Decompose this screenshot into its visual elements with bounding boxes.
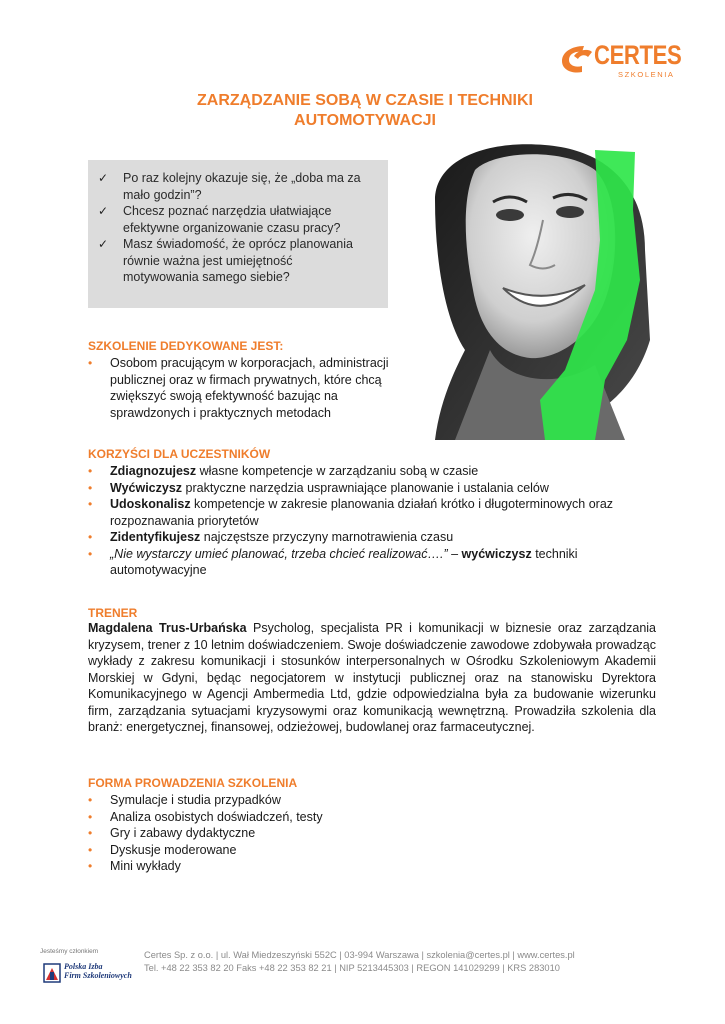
list-item (88, 842, 488, 859)
list-item (88, 463, 668, 480)
intro-list (98, 170, 388, 286)
benefit-text: najczęstsze przyczyny marnotrawienia czasu (200, 530, 454, 544)
benefit-text: techniki (531, 546, 578, 561)
brand-sub: SZKOLENIA (618, 70, 675, 79)
checkmark-icon: ✓ (98, 204, 109, 218)
benefit-bold: Zdiagnozujesz (110, 464, 197, 478)
benefits-heading: KORZYŚCI DLA UCZESTNIKÓW (88, 447, 271, 461)
bullet-icon: • (88, 356, 93, 370)
form-heading: FORMA PROWADZENIA SZKOLENIA (88, 776, 298, 790)
benefit-bold: Udoskonalisz (110, 497, 191, 511)
form-item-text: Analiza osobistych doświadczeń, testy (110, 809, 323, 824)
list-item (88, 825, 488, 842)
list-item (88, 858, 488, 875)
benefit-bold: Wyćwiczysz (110, 480, 183, 495)
form-item-text: Symulacje i studia przypadków (110, 793, 281, 807)
woman-portrait-image (395, 140, 695, 440)
dedicated-line: zwiększyć swoją efektywność bazując na (110, 389, 338, 403)
intro-line: motywowania samego siebie? (123, 270, 290, 284)
intro-item (98, 236, 388, 286)
footer-contact (144, 949, 575, 974)
dedicated-list (88, 355, 428, 421)
bullet-icon: • (88, 859, 93, 873)
intro-line: równie ważna jest umiejętność (123, 253, 293, 268)
benefit-bold: wyćwiczysz (461, 546, 532, 561)
bullet-icon: • (88, 497, 93, 511)
benefit-bold: Zidentyfikujesz (110, 530, 201, 544)
intro-line: efektywne organizowanie czasu pracy? (123, 220, 341, 235)
benefit-text: praktyczne narzędzia usprawniające planowanie i ustalania celów (182, 480, 549, 495)
intro-item (98, 170, 388, 203)
benefit-text: własne kompetencje w zarządzaniu sobą w czasie (196, 464, 479, 478)
list-item (88, 546, 668, 579)
pif-logo-text (64, 962, 132, 980)
intro-line: Po raz kolejny okazuje się, że „doba ma za (123, 171, 361, 185)
form-item-text: Mini wykłady (110, 859, 181, 873)
footer-line: Tel. +48 22 353 82 20 Faks +48 22 353 82 21 | NIP 5213445303 | REGON 141029299 | KRS 283010 (144, 962, 560, 973)
intro-item (98, 203, 388, 236)
trainer-bio (88, 620, 656, 736)
list-item (88, 529, 668, 546)
bullet-icon: • (88, 809, 93, 824)
title-line-1: ZARZĄDZANIE SOBĄ W CZASIE I TECHNIKI (197, 92, 533, 109)
benefits-list (88, 463, 668, 579)
bullet-icon: • (88, 826, 93, 840)
member-label: Jesteśmy członkiem (40, 948, 99, 955)
checkmark-icon: ✓ (98, 237, 109, 251)
bullet-icon: • (88, 842, 93, 857)
bullet-icon: • (88, 530, 93, 544)
list-item (88, 792, 488, 809)
trainer-description: Psycholog, specjalista PR i komunikacji w biznesie oraz zarządzania kryzysem, trener z 10 letnim doświadczeniem. Swoje doświadczenie zawodowe zdobywała prowadząc wykłady z zakresu komunikacji i stosunków interpersonalnych w Ośrodku Szkoleniowym Akademii Morskiej w Gdyni, będąc negocjatorem w instytucji publicznej oraz na stanowisku Dyrektora Komunikacyjnego w Agencji Ambermedia Ltd, gdzie odpowiedzialna była za budowanie wizerunku firm, zarządzania sytuacjami kryzysowymi oraz komunikacją wewnętrzną. Prowadziła szkolenia dla branż: energetycznej, finansowej, odzieżowej, budowlanej oraz farmaceutycznej. (88, 621, 656, 734)
pif-line: Polska Izba (64, 962, 103, 971)
bullet-icon: • (88, 464, 93, 478)
benefit-text-cont: automotywacyjne (110, 563, 207, 577)
dedicated-line: Osobom pracującym w korporacjach, administracji (110, 356, 389, 370)
form-item-text: Gry i zabawy dydaktyczne (110, 826, 256, 840)
dedicated-line: publicznej oraz w firmach prywatnych, które chcą (110, 372, 382, 387)
intro-box (88, 160, 388, 308)
trainer-heading: TRENER (88, 606, 138, 620)
list-item (88, 496, 668, 529)
benefit-quote: „Nie wystarczy umieć planować, trzeba chcieć realizować….” (110, 546, 448, 561)
dedicated-heading: SZKOLENIE DEDYKOWANE JEST: (88, 339, 284, 353)
trainer-name: Magdalena Trus-Urbańska (88, 621, 247, 635)
pif-line: Firm Szkoleniowych (64, 971, 132, 980)
brand-name: CERTES (594, 40, 682, 70)
list-item (88, 480, 668, 497)
benefit-text: kompetencje w zakresie planowania działań krótko i długoterminowych oraz (190, 497, 614, 511)
intro-line: Masz świadomość, że oprócz planowania (123, 237, 353, 251)
list-item (88, 355, 428, 421)
page-title (120, 91, 610, 131)
bullet-icon: • (88, 480, 93, 495)
benefit-text-cont: rozpoznawania priorytetów (110, 513, 259, 528)
list-item (88, 809, 488, 826)
checkmark-icon: ✓ (98, 171, 109, 185)
dedicated-line: sprawdzonych i praktycznych metodach (110, 405, 331, 420)
benefit-dash: – (447, 546, 462, 561)
form-item-text: Dyskusje moderowane (110, 842, 237, 857)
form-list (88, 792, 488, 875)
intro-line: Chcesz poznać narzędzia ułatwiające (123, 204, 332, 218)
footer-line: Certes Sp. z o.o. | ul. Wał Miedzeszyński 552C | 03-994 Warszawa | szkolenia@certes.pl | www.certes.pl (144, 950, 575, 960)
title-line-2: AUTOMOTYWACJI (294, 112, 436, 129)
bullet-icon: • (88, 546, 93, 561)
intro-line: mało godzin”? (123, 187, 202, 202)
bullet-icon: • (88, 793, 93, 807)
